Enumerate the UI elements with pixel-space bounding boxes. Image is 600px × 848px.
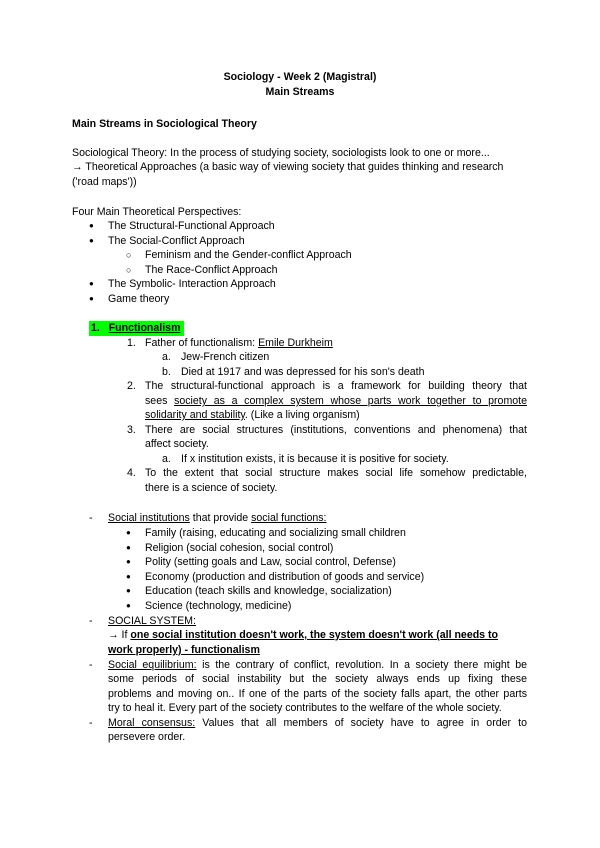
perspective-subitem: Feminism and the Gender-conflict Approach [145,249,352,261]
perspective-subitem: The Race-Conflict Approach [145,264,278,276]
item4-line1: To the extent that social structure makes social life somehow predictable, [145,467,527,479]
perspective-item: The Social-Conflict Approach [108,235,245,247]
subitem-text: Jew-French citizen [181,351,270,363]
sub-letter: a. [162,453,171,465]
item3-line1: There are social structures (institutions, conventions and phenomena) that [145,424,527,436]
bullet-icon: ● [89,236,94,245]
bullet-icon: ● [89,221,94,230]
sub-bullet-icon: ○ [126,250,132,260]
bullet-icon: ● [126,601,131,610]
item-number: 4. [127,467,136,479]
item-number: 2. [127,380,136,392]
sub-bullet-icon: ○ [126,265,132,275]
system-line1 [108,628,498,643]
perspective-item: Game theory [108,293,170,305]
institution-item: Education (teach skills and knowledge, socialization) [145,585,392,597]
dash-marker: - [89,512,93,524]
section-heading: Main Streams in Sociological Theory [72,118,257,130]
item2-line2 [145,394,527,409]
item2-line3 [145,408,360,423]
institution-item: Religion (social cohesion, social control) [145,542,334,554]
bullet-icon: ● [126,557,131,566]
equilibrium-line2: some periods of social instability but the society always ends up fixing these [108,673,527,685]
consensus-line1 [108,716,527,731]
system-arrow: → If [108,629,131,641]
doc-subtitle: Main Streams [265,86,335,98]
sub-letter: b. [162,366,171,378]
subitem-text: If x institution exists, it is because it is positive for society. [181,453,449,465]
perspective-item: The Symbolic- Interaction Approach [108,278,276,290]
bullet-icon: ● [126,528,131,537]
consensus-text: Values that all members of society have to agree in order to [195,717,527,729]
subitem-text: Died at 1917 and was depressed for his son's death [181,366,425,378]
heading-text: Functionalism [108,322,181,334]
system-bold-2: work properly) - functionalism [108,644,260,656]
bullet-icon: ● [126,586,131,595]
item3-line2: affect society. [145,438,209,450]
father-line [145,336,333,351]
approaches-line-2: ('road maps')) [72,176,137,188]
item2-pre: sees [145,395,175,407]
dash-marker: - [89,615,93,627]
item-number: 3. [127,424,136,436]
social-system-label: SOCIAL SYSTEM: [108,615,196,627]
institutions-line [108,511,326,526]
dash-marker: - [89,659,93,671]
institutions-mid: that provide [189,512,252,524]
functions-label: social functions: [251,512,327,524]
item-number: 1. [127,337,136,349]
father-text: Father of functionalism: [145,337,259,349]
institution-item: Science (technology, medicine) [145,600,292,612]
consensus-label: Moral consensus: [108,717,196,729]
system-bold-1: one social institution doesn't work, the system doesn't work (all needs to [130,629,499,641]
dash-marker: - [89,717,93,729]
item2-underlined-2: solidarity and stability [145,409,245,421]
item2-underlined: society as a complex system whose parts work together to promote [174,395,527,407]
perspectives-intro: Four Main Theoretical Perspectives: [72,206,242,218]
sub-letter: a. [162,351,171,363]
functionalism-heading [89,321,184,336]
bullet-icon: ● [89,279,94,288]
institutions-label: Social institutions [108,512,190,524]
bullet-icon: ● [89,294,94,303]
theory-paragraph: Sociological Theory: In the process of studying society, sociologists look to one or more... [72,147,490,159]
institution-item: Polity (setting goals and Law, social control, Defense) [145,556,396,568]
item2-line1: The structural-functional approach is a framework for building theory that [145,380,527,392]
institution-item: Family (raising, educating and socializing small children [145,527,406,539]
doc-title: Sociology - Week 2 (Magistral) [223,71,377,83]
equilibrium-label: Social equilibrium: [108,659,197,671]
bullet-icon: ● [126,572,131,581]
equilibrium-line1 [108,658,527,673]
perspective-item: The Structural-Functional Approach [108,220,275,232]
approaches-line-1: → Theoretical Approaches (a basic way of viewing society that guides thinking and research [72,161,504,173]
bullet-icon: ● [126,543,131,552]
heading-number: 1. [91,322,100,334]
durkheim-name: Emile Durkheim [258,337,333,349]
equilibrium-text: is the contrary of conflict, revolution. In a society there might be [196,659,527,671]
equilibrium-line4: try to heal it. Every part of the society contributes to the welfare of the whole society. [108,702,502,714]
institution-item: Economy (production and distribution of goods and service) [145,571,425,583]
item2-post: . (Like a living organism) [244,409,360,421]
item4-line2: there is a science of society. [145,482,278,494]
equilibrium-line3: problems and moving on.. If one of the parts of the society falls apart, the other parts [108,688,527,700]
consensus-line2: persevere order. [108,731,186,743]
